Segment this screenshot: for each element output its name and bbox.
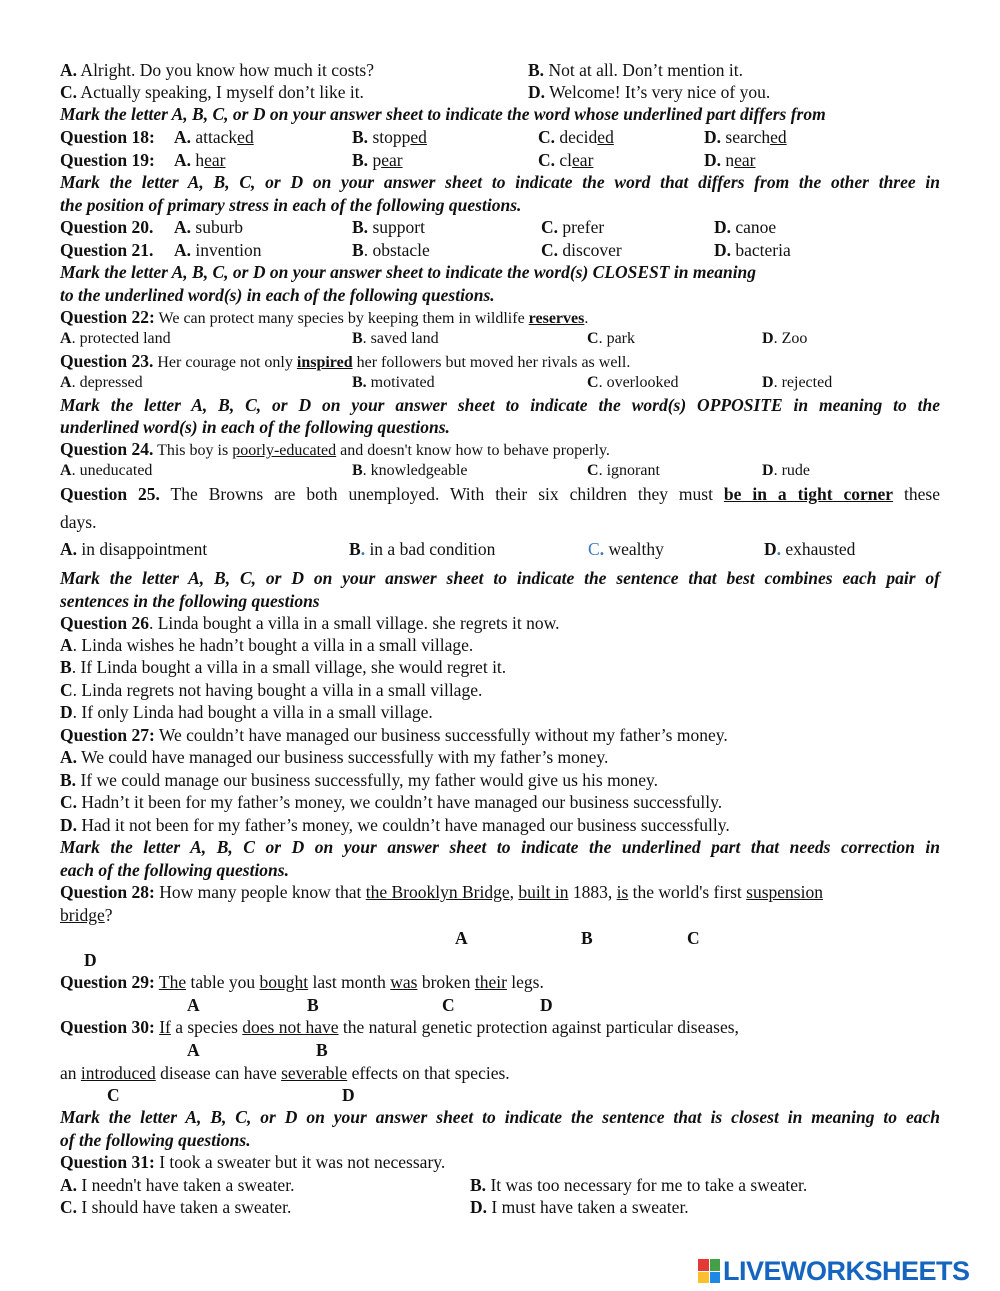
q22-option-c[interactable]: C. park [587,330,635,347]
option-text: Welcome! It’s very nice of you. [545,82,771,102]
q28-stem: Question 28: How many people know that the Brooklyn Bridge, built in 1883, is the world's first suspension [60,882,823,902]
q24-option-b[interactable]: B. knowledgeable [352,462,468,479]
instruction-stress-line-1: Mark the letter A, B, C, or D on your answer sheet to indicate the word that differs from the other three in [60,172,940,192]
q22-option-b[interactable]: B. saved land [352,330,439,347]
q20-option-b[interactable]: B. support [352,217,425,237]
q23-option-c[interactable]: C. overlooked [587,374,679,391]
q20-option-c[interactable]: C. prefer [541,217,605,237]
q23-option-b[interactable]: B. motivated [352,374,435,391]
q22-option-a[interactable]: A. protected land [60,330,171,347]
q28-marker-a: A [455,928,468,948]
instruction-closest-line-1: Mark the letter A, B, C, or D on your answer sheet to indicate the word(s) CLOSEST in meaning [60,262,757,282]
q26-option-d[interactable]: D. If only Linda had bought a villa in a small village. [60,702,433,722]
q30-marker-d: D [342,1085,355,1105]
q29-part-b[interactable]: bought [259,972,309,992]
q29-part-c[interactable]: was [390,972,418,992]
q19-option-a[interactable]: A. hear [174,150,226,170]
q27-option-a[interactable]: A. We could have managed our business successfully with my father’s money. [60,747,609,767]
option-text: Actually speaking, I myself don’t like it. [77,82,364,102]
q29-part-a[interactable]: The [158,972,187,992]
option-letter: D. [528,82,546,102]
instruction-opposite-line-1: Mark the letter A, B, C, or D on your answer sheet to indicate the word(s) OPPOSITE in meaning to the [60,395,940,415]
q26-stem: Question 26. Linda bought a villa in a small village. she regrets it now. [60,613,560,633]
q21-option-a[interactable]: A. invention [174,240,262,260]
q20-label: Question 20. [60,217,154,237]
q28-part-c[interactable]: is [616,882,629,902]
q22-option-d[interactable]: D. Zoo [762,330,808,347]
q29-marker-c: C [442,995,455,1015]
q17-option-c [60,81,364,103]
instruction-meaning-line-2: of the following questions. [60,1130,251,1150]
q19-label: Question 19: [60,150,155,170]
q29-marker-a: A [187,995,200,1015]
q31-option-c[interactable]: C. I should have taken a sweater. [60,1197,292,1217]
instruction-closest-line-2: to the underlined word(s) in each of the following questions. [60,285,495,305]
q19-option-b[interactable]: B. pear [352,150,403,170]
q31-option-d[interactable]: D. I must have taken a sweater. [470,1197,689,1217]
q18-option-c[interactable]: C. decided [538,127,614,147]
q29-part-d[interactable]: their [474,972,507,992]
q28-part-d-cont[interactable]: bridge [60,905,105,925]
q18-option-b[interactable]: B. stopped [352,127,427,147]
q31-stem: Question 31: I took a sweater but it was not necessary. [60,1152,446,1172]
q30-marker-c: C [107,1085,120,1105]
q31-option-b[interactable]: B. It was too necessary for me to take a sweater. [470,1175,808,1195]
instruction-meaning-line-1: Mark the letter A, B, C, or D on your answer sheet to indicate the sentence that is closest in meaning to each [60,1107,940,1127]
q30-part-c[interactable]: introduced [80,1063,156,1083]
q30-part-a[interactable]: If [159,1017,171,1037]
q19-option-d[interactable]: D. near [704,150,756,170]
q20-option-a[interactable]: A. suburb [174,217,244,237]
q27-stem: Question 27: We couldn’t have managed our business successfully without my father’s money. [60,725,728,745]
q24-option-a[interactable]: A. uneducated [60,462,153,479]
q28-part-a[interactable]: the Brooklyn Bridge [365,882,510,902]
liveworksheets-logo-icon [698,1259,720,1283]
q30-marker-b: B [316,1040,328,1060]
option-text: Not at all. Don’t mention it. [544,60,744,80]
instruction-error-line-2: each of the following questions. [60,860,289,880]
q29-marker-d: D [540,995,553,1015]
q28-stem-line-2: bridge? [60,905,113,925]
q21-option-b[interactable]: B. obstacle [352,240,430,260]
q28-part-d[interactable]: suspension [746,882,823,902]
q17-option-d [528,81,770,103]
q25-option-d[interactable]: D. exhausted [764,539,856,559]
q27-option-c[interactable]: C. Hadn’t it been for my father’s money, we couldn’t have managed our business successfully. [60,792,723,812]
q28-marker-c: C [687,928,700,948]
q26-option-a[interactable]: A. Linda wishes he hadn’t bought a villa in a small village. [60,635,474,655]
q30-part-d[interactable]: severable [281,1063,348,1083]
q21-option-d[interactable]: D. bacteria [714,240,791,260]
liveworksheets-logo-text: LIVEWORKSHEETS [723,1255,970,1286]
q20-option-d[interactable]: D. canoe [714,217,777,237]
instruction-pronunciation: Mark the letter A, B, C, or D on your answer sheet to indicate the word whose underlined part differs from [60,104,826,124]
q25-option-c[interactable]: C. wealthy [588,539,664,559]
q28-marker-b: B [581,928,593,948]
q25-stem: Question 25. The Browns are both unemployed. With their six children they must be in a tight corner these [60,484,940,504]
q22-stem: Question 22: We can protect many species by keeping them in wildlife reserves. [60,307,589,327]
q25-option-a[interactable]: A. in disappointment [60,539,208,559]
instruction-combine-line-1: Mark the letter A, B, C, or D on your answer sheet to indicate the sentence that best combines each pair of [60,568,940,588]
option-letter: C. [60,82,78,102]
instruction-combine-line-2: sentences in the following questions [60,591,320,611]
q17-option-b [528,59,743,81]
q24-option-d[interactable]: D. rude [762,462,810,479]
q23-stem: Question 23. Her courage not only inspired her followers but moved her rivals as well. [60,351,631,371]
q28-marker-d: D [84,950,97,970]
q31-option-a[interactable]: A. I needn't have taken a sweater. [60,1175,295,1195]
option-text: Alright. Do you know how much it costs? [77,60,375,80]
q24-stem: Question 24. This boy is poorly-educated and doesn't know how to behave properly. [60,439,610,459]
q18-option-a[interactable]: A. attacked [174,127,254,147]
q25-option-b[interactable]: B. in a bad condition [349,539,496,559]
q18-label: Question 18: [60,127,155,147]
q29-stem: Question 29: The table you bought last month was broken their legs. [60,972,544,992]
q27-option-d[interactable]: D. Had it not been for my father’s money, we couldn’t have managed our business successfully. [60,815,730,835]
option-letter: B. [528,60,545,80]
q17-option-a [60,59,374,81]
q30-part-b[interactable]: does not have [242,1017,339,1037]
q27-option-b[interactable]: B. If we could manage our business successfully, my father would give us his money. [60,770,658,790]
liveworksheets-logo[interactable] [698,1256,970,1286]
q23-option-a[interactable]: A. depressed [60,374,143,391]
q28-part-b[interactable]: built in [518,882,569,902]
q30-marker-a: A [187,1040,200,1060]
q26-option-c[interactable]: C. Linda regrets not having bought a villa in a small village. [60,680,483,700]
instruction-error-line-1: Mark the letter A, B, C or D on your answer sheet to indicate the underlined part that needs correction in [60,837,940,857]
q26-option-b[interactable]: B. If Linda bought a villa in a small village, she would regret it. [60,657,507,677]
q29-marker-b: B [307,995,319,1015]
q30-stem: Question 30: If a species does not have the natural genetic protection against particular diseases, [60,1017,739,1037]
q21-label: Question 21. [60,240,154,260]
q25-stem-line-2: days. [60,512,97,532]
q30-stem-line-2: an introduced disease can have severable effects on that species. [60,1063,510,1083]
instruction-opposite-line-2: underlined word(s) in each of the following questions. [60,417,450,437]
option-letter: A. [60,60,78,80]
q21-option-c[interactable]: C. discover [541,240,622,260]
instruction-stress-line-2: the position of primary stress in each of the following questions. [60,195,522,215]
q23-option-d[interactable]: D. rejected [762,374,833,391]
q19-option-c[interactable]: C. clear [538,150,594,170]
q24-option-c[interactable]: C. ignorant [587,462,660,479]
q18-option-d[interactable]: D. searched [704,127,787,147]
